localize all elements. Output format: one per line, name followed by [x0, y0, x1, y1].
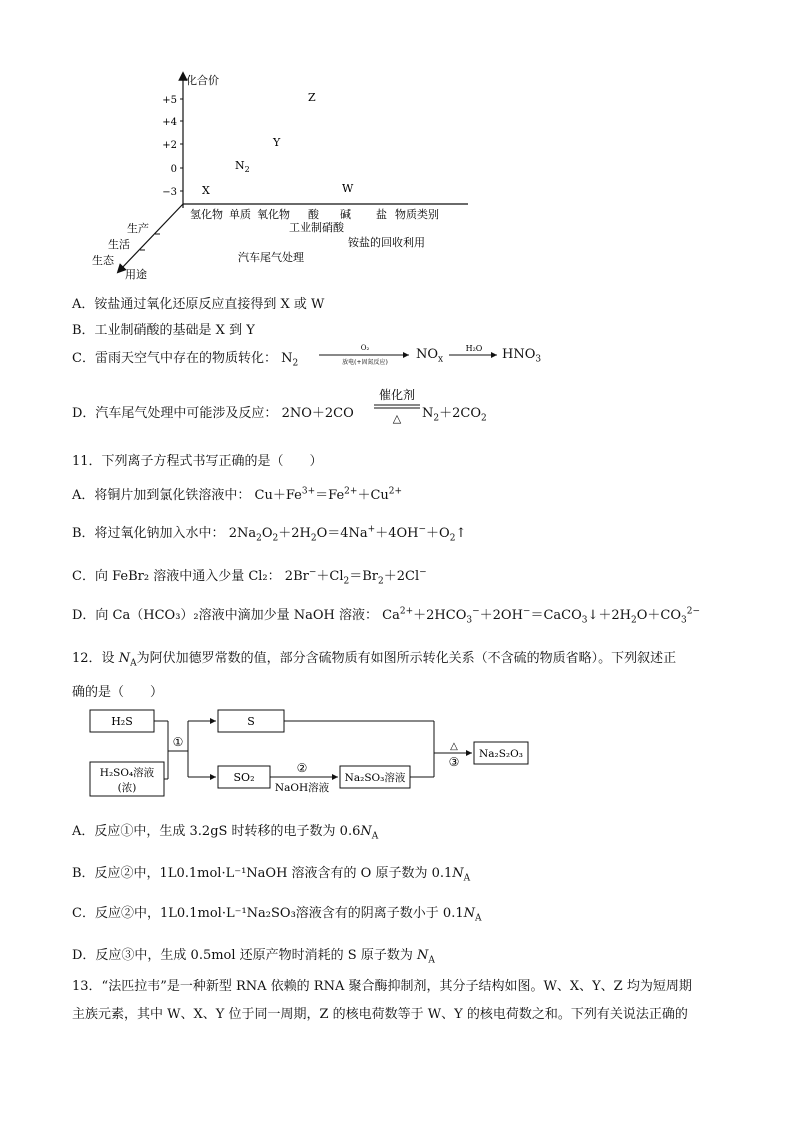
heat-label: △ — [392, 412, 402, 425]
reaction-arrow-2 — [447, 341, 501, 367]
q11-option-c-equation: $2Br^-+Cl_2=Br_2+2Cl^-$ — [284, 567, 427, 587]
y-tick-label: 0 — [170, 164, 177, 175]
point-x: X — [202, 184, 210, 197]
y-tick-label: +4 — [162, 117, 177, 128]
point-y: Y — [273, 136, 281, 149]
q11-option-a — [72, 484, 402, 503]
q12-option-c-text: C．反应②中，1L0.1mol·L⁻¹Na₂SO₃溶液含有的阴离子数小于 0.1 — [72, 906, 464, 921]
q11-option-a-equation: $Cu+Fe^{3+}=Fe^{2+}+Cu^{2+}$ — [254, 486, 403, 503]
q11-option-d-text: D．向 Ca（HCO₃）₂溶液中滴加少量 NaOH 溶液： — [72, 608, 379, 623]
q11-option-d-equation: $Ca^{2+}+2HCO_3^-+2OH^-=CaCO_3↓+2H_2O+CO_3^{2-}$ — [382, 606, 701, 626]
q10-option-d-lhs: 2NO＋2CO — [281, 406, 354, 421]
q12-stem-line2: 确的是（ ） — [72, 685, 164, 700]
z-item: 用途 — [125, 268, 147, 281]
label-h2s: H₂S — [111, 715, 133, 728]
label-na2so3: Na₂SO₃溶液 — [344, 772, 406, 784]
q11-option-b — [72, 522, 466, 544]
z-items — [92, 221, 160, 281]
label-acid-conc: (浓) — [117, 782, 137, 794]
y-tick-label: +2 — [162, 140, 177, 151]
sulfur-flowchart — [88, 706, 538, 806]
x-axis-label: 物质类别 — [395, 208, 439, 221]
avogadro-symbol: $N_A$ — [118, 651, 137, 669]
y-tick-label: −3 — [162, 187, 177, 198]
point-z: Z — [308, 91, 316, 104]
x-categories — [190, 207, 439, 221]
q11-option-b-equation: $2Na_2O_2+2H_2O=4Na^++4OH^-+O_2↑$ — [228, 524, 467, 544]
reaction-arrow-1 — [317, 341, 414, 369]
q12-option-c: C．反应②中，1L0.1mol·L⁻¹Na₂SO₃溶液含有的阴离子数小于 $0.1N_A$ — [72, 906, 482, 924]
y-ticks — [162, 95, 183, 198]
q11-option-b-text: B．将过氧化钠加入水中： — [72, 526, 225, 541]
annotation-exhaust: 汽车尾气处理 — [238, 251, 304, 264]
reaction-equals — [372, 386, 422, 432]
arrow-1-over: O₂ — [360, 344, 370, 352]
x-category: 酸 — [308, 208, 319, 221]
label-acid: H₂SO₄溶液 — [99, 767, 155, 779]
q12-option-b-text: B．反应②中，1L0.1mol·L⁻¹NaOH 溶液含有的 O 原子数为 0.1 — [72, 866, 453, 881]
q12-option-d-text: D．反应③中，生成 0.5mol 还原产物时消耗的 S 原子数为 — [72, 948, 417, 963]
q11-option-c-text: C．向 FeBr₂ 溶液中通入少量 Cl₂： — [72, 569, 281, 584]
z-axis — [120, 204, 183, 270]
q10-option-b: B．工业制硝酸的基础是 X 到 Y — [72, 323, 255, 338]
z-item: 生产 — [127, 222, 149, 235]
arrow-1-under: 放电(+固氮反应) — [342, 359, 388, 366]
y-axis-label: 化合价 — [186, 74, 219, 87]
q10-option-d-text: D．汽车尾气处理中可能涉及反应： — [72, 406, 278, 421]
point-n2: $N_2$ — [235, 159, 250, 174]
annotation-ammonium-recycle: 铵盐的回收利用 — [348, 236, 425, 249]
y-tick-label: +5 — [162, 95, 177, 106]
q11-option-c — [72, 565, 427, 587]
z-item: 生态 — [92, 254, 114, 267]
q12-stem-body: 为阿伏加德罗常数的值，部分含硫物质有如图所示转化关系（不含硫的物质省略）。下列叙述正 — [136, 651, 677, 666]
arrow-2-over: H₂O — [465, 344, 483, 353]
annotation-nitric-acid: 工业制硝酸 — [289, 221, 344, 234]
q10-option-d-rhs: $N_2+2CO_2$ — [422, 406, 487, 424]
q10-option-c-text: C．雷雨天空气中存在的物质转化： — [72, 351, 277, 366]
q11-stem: 11．下列离子方程式书写正确的是（ ） — [72, 454, 323, 469]
label-step1: ① — [172, 735, 184, 749]
valence-diagram-svg — [80, 68, 480, 283]
q12-stem-prefix: 12．设 — [72, 651, 119, 666]
q11-option-a-text: A．将铜片加到氯化铁溶液中： — [72, 488, 251, 503]
q10-option-a: A．铵盐通过氧化还原反应直接得到 X 或 W — [72, 297, 325, 312]
z-item: 生活 — [108, 238, 130, 251]
label-s: S — [247, 715, 255, 728]
q12-stem-line1 — [72, 647, 676, 669]
x-category: 碱 — [340, 208, 351, 221]
label-naoh: NaOH溶液 — [274, 782, 330, 794]
q10-option-c-equation: $N_2$ — [281, 351, 299, 369]
q12-option-a: A．反应①中，生成 3.2gS 时转移的电子数为 $0.6N_A$ — [72, 824, 379, 842]
valence-diagram — [80, 68, 480, 283]
catalyst-label: 催化剂 — [378, 388, 416, 402]
point-w: W — [342, 182, 354, 195]
q12-option-a-text: A．反应①中，生成 3.2gS 时转移的电子数为 0.6 — [72, 824, 361, 839]
label-step2: ② — [296, 761, 308, 775]
x-category: 盐 — [376, 208, 387, 221]
q12-option-b: B．反应②中，1L0.1mol·L⁻¹NaOH 溶液含有的 O 原子数为 $0.1N_A$ — [72, 866, 471, 884]
q10-option-c — [72, 344, 542, 369]
q12-option-d: D．反应③中，生成 0.5mol 还原产物时消耗的 S 原子数为 $N_A$ — [72, 948, 435, 966]
sulfur-flowchart-svg — [88, 706, 538, 806]
label-step3: ③ — [448, 755, 460, 769]
x-category: 氧化物 — [257, 208, 290, 221]
q13-stem-line1: 13．“法匹拉韦”是一种新型 RNA 依赖的 RNA 聚合酶抑制剂，其分子结构如图。W、X、Y、Z 均为短周期 — [72, 979, 692, 994]
q13-stem-line2: 主族元素，其中 W、X、Y 位于同一周期，Z 的核电荷数等于 W、Y 的核电荷数之和。下列有关说法正确的 — [72, 1007, 688, 1022]
no-x: $NO_x$ — [416, 347, 444, 365]
label-so2: SO₂ — [233, 771, 255, 784]
q11-option-d — [72, 604, 700, 626]
x-category: 单质 — [229, 208, 251, 221]
label-product: Na₂S₂O₃ — [479, 748, 523, 760]
q10-option-d — [72, 388, 487, 425]
hno3: $HNO_3$ — [502, 347, 542, 365]
label-heat: △ — [450, 741, 458, 752]
x-category: 氢化物 — [190, 208, 223, 221]
